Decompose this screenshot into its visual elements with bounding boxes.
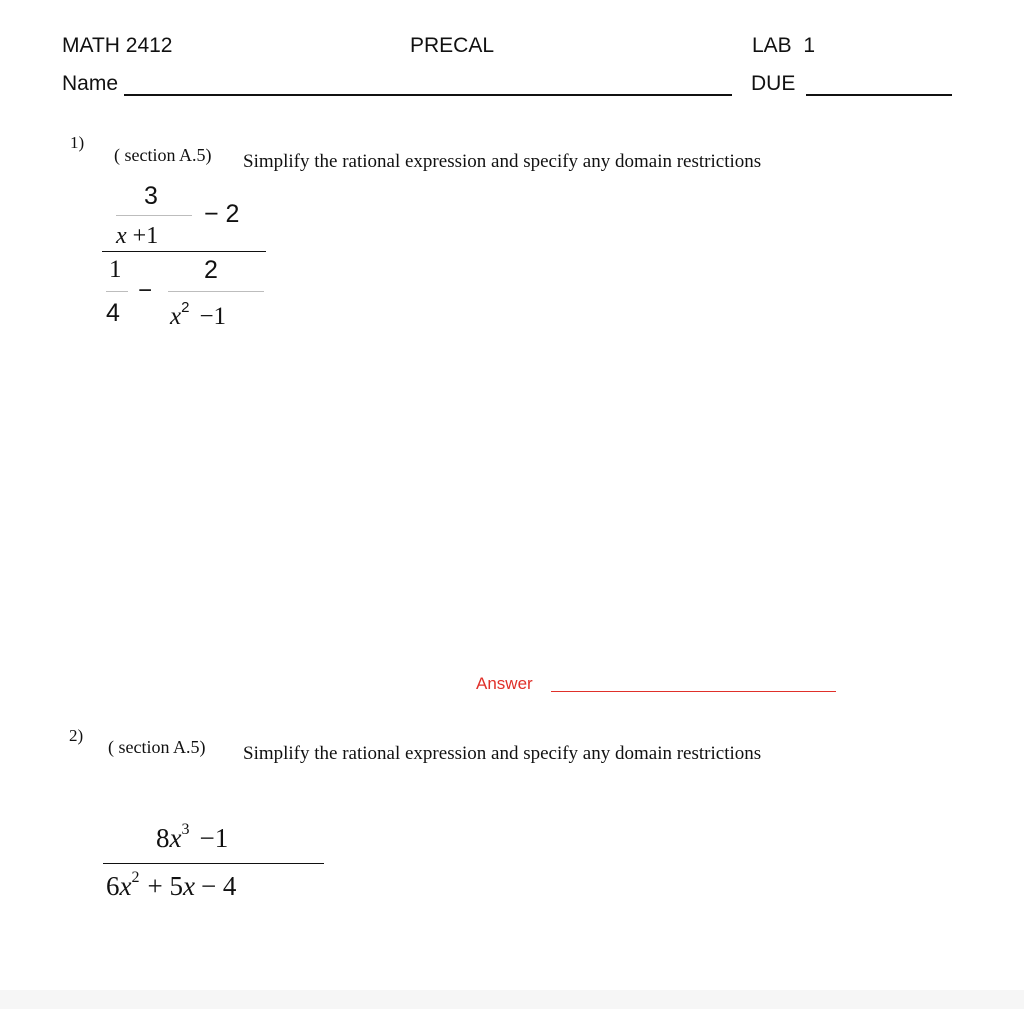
problem-1-expression — [96, 175, 276, 335]
course-code: MATH 2412 — [62, 34, 173, 57]
p1-top-inner-bar — [116, 215, 192, 216]
p1-top-denominator: x +1 — [116, 223, 159, 249]
answer-field-line[interactable] — [551, 691, 836, 692]
page-bottom-shade — [0, 990, 1024, 1009]
p1-top-numerator: 3 — [144, 182, 158, 210]
problem-2-number: 2) — [69, 726, 84, 745]
name-label: Name — [62, 72, 119, 95]
p1-bottom-minus: − — [138, 277, 153, 304]
p1-bottom-den1: 4 — [106, 299, 120, 327]
due-label: DUE — [751, 72, 796, 95]
p1-bottom-bar1 — [106, 291, 128, 292]
p2-numerator: $8x^3 -1$ — [156, 821, 229, 853]
due-field-line[interactable] — [806, 94, 952, 96]
p1-bottom-bar2 — [168, 291, 264, 292]
answer-label: Answer — [476, 674, 533, 693]
problem-2-expression — [100, 815, 330, 915]
problem-1-section: ( section A.5) — [114, 145, 212, 165]
p2-denominator: $6x^2 + 5x - 4$ — [106, 869, 237, 901]
lab-number: LAB 1 — [752, 34, 816, 57]
p1-top-minus-two: − 2 — [204, 200, 240, 228]
problem-2-section: ( section A.5) — [108, 737, 206, 757]
p1-bottom-num1: 1 — [109, 256, 122, 283]
name-field-line[interactable] — [124, 94, 732, 96]
p1-bottom-den2: $x^2 -1$ — [170, 299, 227, 330]
p1-main-bar — [102, 251, 266, 252]
problem-1-number: 1) — [70, 133, 85, 152]
problem-1-instruction: Simplify the rational expression and specify any domain restrictions — [243, 151, 762, 172]
p2-main-bar — [103, 863, 324, 864]
subject-title: PRECAL — [410, 34, 495, 57]
p1-bottom-num2: 2 — [204, 256, 218, 284]
problem-2-instruction: Simplify the rational expression and specify any domain restrictions — [243, 743, 762, 764]
